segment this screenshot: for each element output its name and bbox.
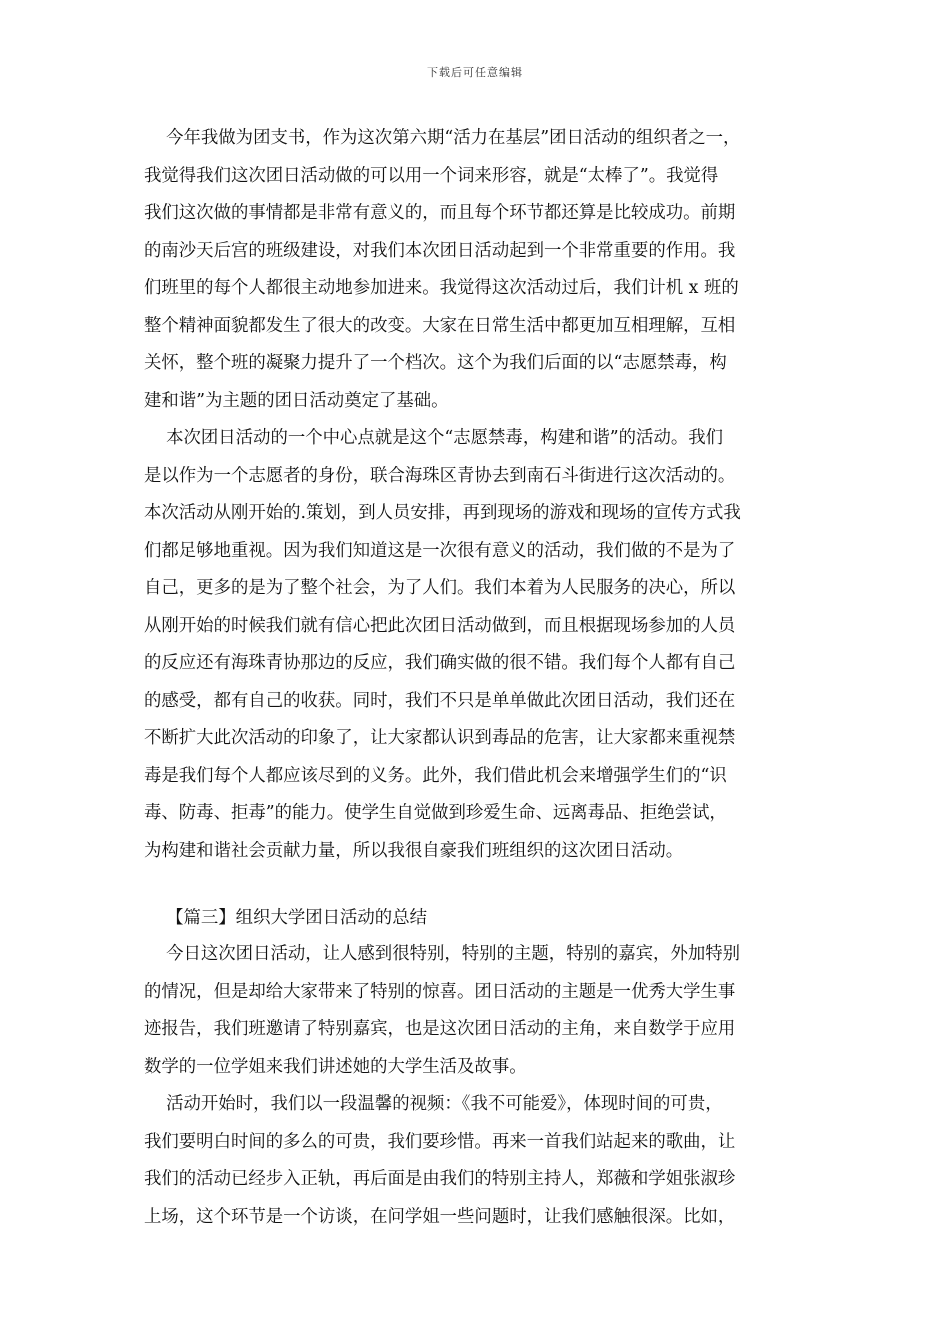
section-a-paragraph-1 <box>144 120 809 420</box>
section-b-paragraph-1 <box>144 936 809 1086</box>
text-line: 的感受，都有自己的收获。同时，我们不只是单单做此次团日活动，我们还在 <box>144 690 736 711</box>
section-b-paragraph-2 <box>144 1086 809 1236</box>
text-line: 毒是我们每个人都应该尽到的义务。此外，我们借此机会来增强学生们的“识 <box>144 765 727 786</box>
text-line: 我觉得我们这次团日活动做的可以用一个词来形容，就是“太棒了”。我觉得 <box>144 165 719 186</box>
text-line: 建和谐”为主题的团日活动奠定了基础。 <box>144 390 449 411</box>
text-line: 迹报告，我们班邀请了特别嘉宾，也是这次团日活动的主角，来自数学于应用 <box>144 1019 736 1039</box>
text-line: 今年我做为团支书，作为这次第六期“活力在基层”团日活动的组织者之一， <box>144 128 741 148</box>
text-line: 的情况，但是却给大家带来了特别的惊喜。团日活动的主题是一优秀大学生事 <box>144 981 736 1002</box>
section-a-paragraph-2 <box>144 420 809 870</box>
text-line: 的南沙天后宫的班级建设，对我们本次团日活动起到一个非常重要的作用。我 <box>144 240 736 261</box>
text-line: 的反应还有海珠青协那边的反应，我们确实做的很不错。我们每个人都有自己 <box>144 653 736 673</box>
text-line: 为构建和谐社会贡献力量，所以我很自豪我们班组织的这次团日活动。 <box>144 840 684 861</box>
text-line: 关怀，整个班的凝聚力提升了一个档次。这个为我们后面的以“志愿禁毒，构 <box>144 353 727 373</box>
page-header: 下载后可任意编辑 <box>427 66 523 79</box>
document-body <box>144 120 809 1236</box>
text-line: 我们的活动已经步入正轨，再后面是由我们的特别主持人，郑薇和学姐张淑珍 <box>144 1169 736 1189</box>
section-heading: 【篇三】组织大学团日活动的总结 <box>144 908 427 928</box>
text-line: 们班里的每个人都很主动地参加进来。我觉得这次活动过后，我们计机 x 班的 <box>144 278 739 298</box>
text-line: 本次活动从刚开始的.策划，到人员安排，再到现场的游戏和现场的宣传方式我 <box>144 503 741 523</box>
text-line: 从刚开始的时候我们就有信心把此次团日活动做到，而且根据现场参加的人员 <box>144 615 736 636</box>
text-line: 数学的一位学姐来我们讲述她的大学生活及故事。 <box>144 1056 527 1077</box>
text-line: 本次团日活动的一个中心点就是这个“志愿禁毒，构建和谐”的活动。我们 <box>144 428 724 448</box>
text-line: 是以作为一个志愿者的身份，联合海珠区青协去到南石斗街进行这次活动的。 <box>144 465 736 486</box>
text-line: 们都足够地重视。因为我们知道这是一次很有意义的活动，我们做的不是为了 <box>144 540 736 561</box>
text-line: 我们这次做的事情都是非常有意义的，而且每个环节都还算是比较成功。前期 <box>144 203 736 223</box>
text-line: 毒、防毒、拒毒”的能力。使学生自觉做到珍爱生命、远离毒品、拒绝尝试， <box>144 803 727 823</box>
section-spacer <box>144 870 809 900</box>
text-line: 整个精神面貌都发生了很大的改变。大家在日常生活中都更加互相理解，互相 <box>144 315 736 336</box>
text-line: 上场，这个环节是一个访谈，在问学姐一些问题时，让我们感触很深。比如， <box>144 1206 736 1227</box>
text-line: 不断扩大此次活动的印象了，让大家都认识到毒品的危害，让大家都来重视禁 <box>144 728 736 748</box>
text-line: 今日这次团日活动，让人感到很特别，特别的主题，特别的嘉宾，外加特别 <box>144 944 741 964</box>
text-line: 自己，更多的是为了整个社会，为了人们。我们本着为人民服务的决心，所以 <box>144 578 736 598</box>
text-line: 我们要明白时间的多么的可贵，我们要珍惜。再来一首我们站起来的歌曲，让 <box>144 1131 736 1152</box>
text-line: 活动开始时，我们以一段温馨的视频：《我不可能爱》，体现时间的可贵， <box>144 1094 723 1114</box>
